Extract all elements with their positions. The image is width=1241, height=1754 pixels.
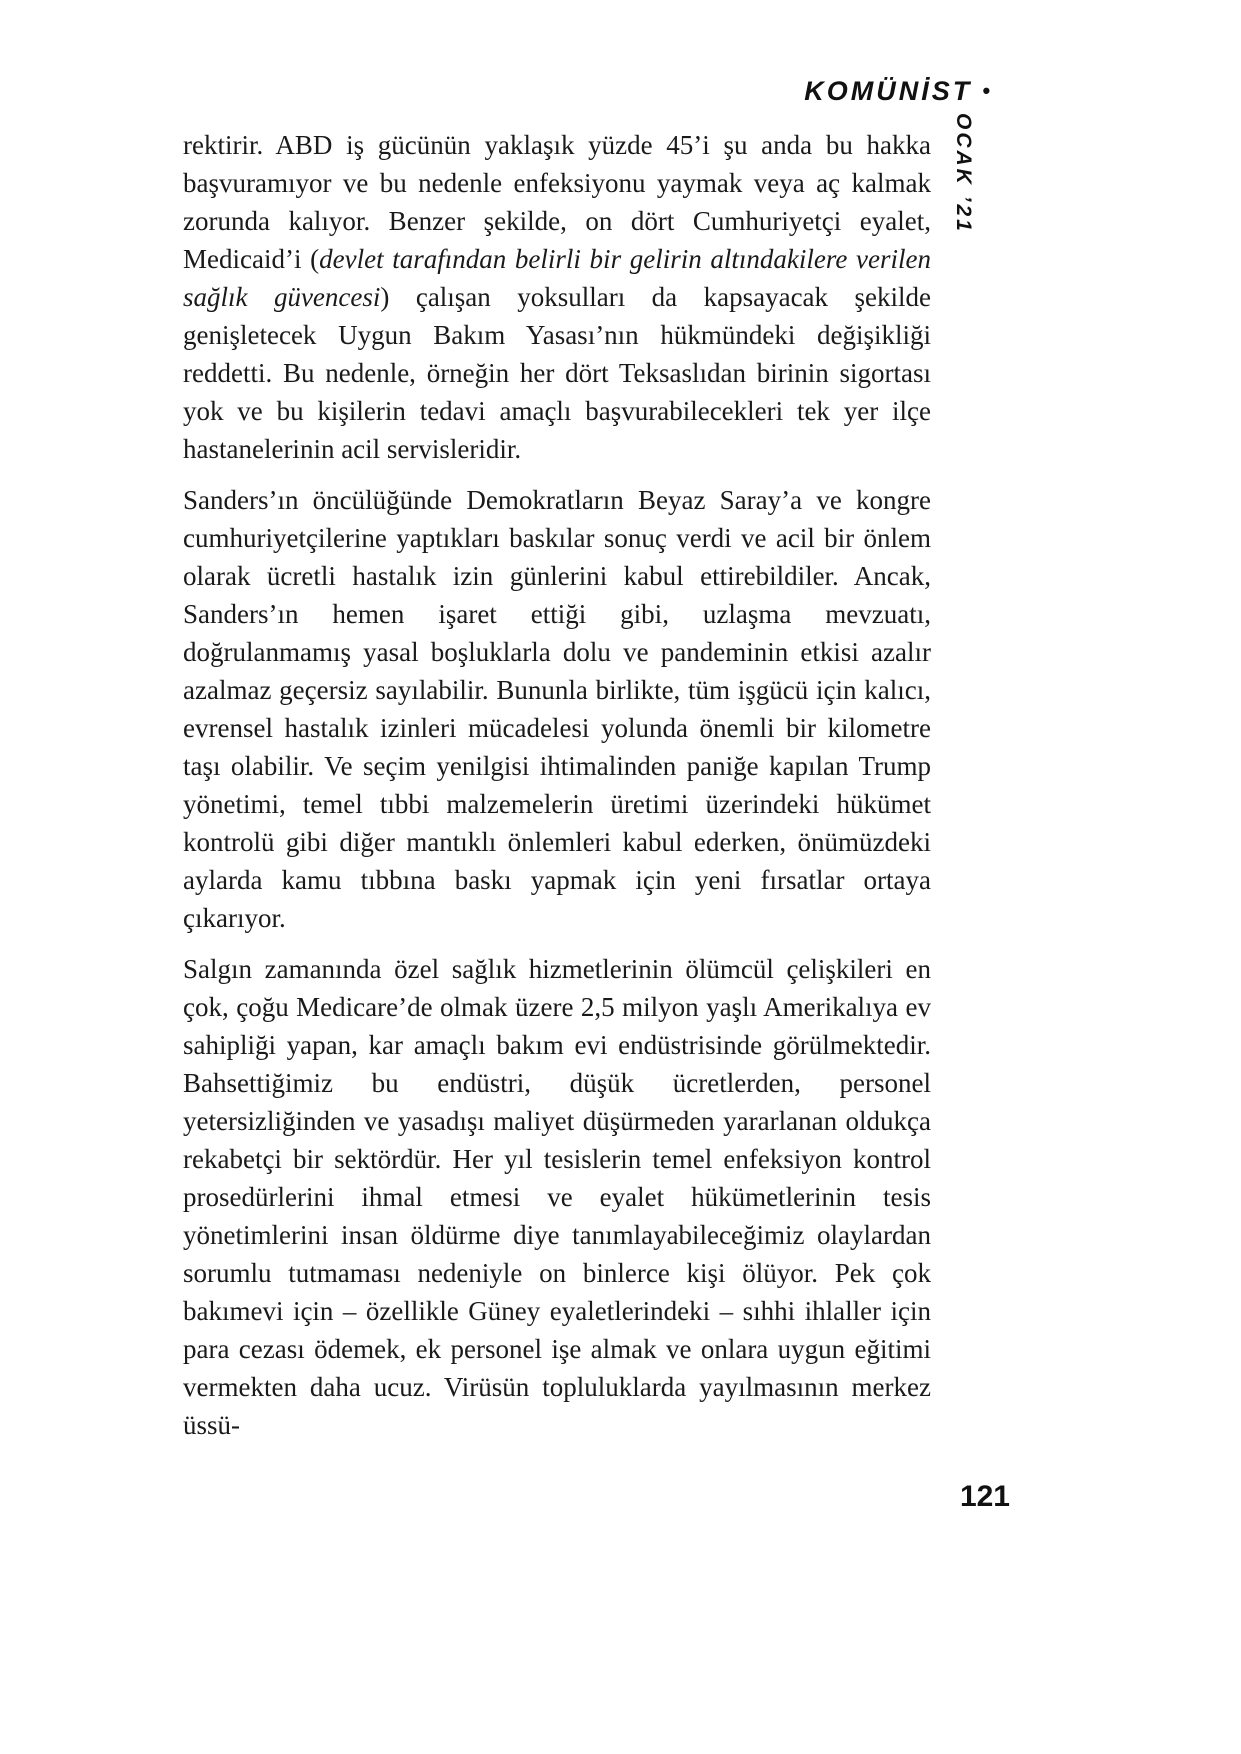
paragraph [183, 950, 931, 1444]
paragraph [183, 126, 931, 468]
header-bullet-icon: • [982, 78, 990, 103]
issue-label-vertical: OCAK ’21 [952, 113, 975, 234]
paragraph-segment: rektirir. ABD iş gücünün yaklaşık yüzde 45’i şu anda bu hakka başvuramıyor ve bu nedenle enfeksiyonu yaymak veya aç kalmak zorunda kalıyor. Benzer şekilde, on dört Cumhuriyetçi eyalet, Medicaid’i ( [183, 130, 931, 274]
page-number: 121 [959, 1480, 1010, 1513]
paragraph-segment-italic: devlet tarafından belirli bir gelirin altındakilere verilen sağlık güvencesi [183, 244, 931, 312]
running-header [804, 76, 990, 107]
paragraph-segment: Sanders’ın öncülüğünde Demokratların Beyaz Saray’a ve kongre cumhuriyetçilerine yaptıkları baskılar sonuç verdi ve acil bir önlem olarak ücretli hastalık izin günlerini kabul ettirebildiler. Ancak, Sanders’ın hemen işaret ettiği gibi, uzlaşma mevzuatı, doğrulanmamış yasal boşluklarla dolu ve pandeminin etkisi azalır azalmaz geçersiz sayılabilir. Bununla birlikte, tüm işgücü için kalıcı, evrensel hastalık izinleri mücadelesi yolunda önemli bir kilometre taşı olabilir. Ve seçim yenilgisi ihtimalinden paniğe kapılan Trump yönetimi, temel tıbbi malzemelerin üretimi üzerindeki hükümet kontrolü gibi diğer mantıklı önlemleri kabul ederken, önümüzdeki aylarda kamu tıbbına baskı yapmak için yeni fırsatlar ortaya çıkarıyor. [183, 485, 931, 933]
magazine-title: KOMÜNİST [804, 76, 973, 106]
paragraph-segment: Salgın zamanında özel sağlık hizmetlerinin ölümcül çelişkileri en çok, çoğu Medicare’de olmak üzere 2,5 milyon yaşlı Amerikalıya ev sahipliği yapan, kar amaçlı bakım evi endüstrisinde görülmektedir. Bahsettiğimiz bu endüstri, düşük ücretlerden, personel yetersizliğinden ve yasadışı maliyet düşürmeden yararlanan oldukça rekabetçi bir sektördür. Her yıl tesislerin temel enfeksiyon kontrol prosedürlerini ihmal etmesi ve eyalet hükümetlerinin tesis yönetimlerini insan öldürme diye tanımlayabileceğimiz olaylardan sorumlu tutmaması nedeniyle on binlerce kişi ölüyor. Pek çok bakımevi için – özellikle Güney eyaletlerindeki – sıhhi ihlaller için para cezası ödemek, ek personel işe almak ve onlara uygun eğitimi vermekten daha ucuz. Virüsün topluluklarda yayılmasının merkez üssü- [183, 954, 931, 1440]
body-text-column [183, 126, 931, 1444]
paragraph-segment: ) çalışan yoksulları da kapsayacak şekilde genişletecek Uygun Bakım Yasası’nın hükmündeki değişikliği reddetti. Bu nedenle, örneğin her dört Teksaslıdan birinin sigortası yok ve bu kişilerin tedavi amaçlı başvurabilecekleri tek yer ilçe hastanelerinin acil servisleridir. [183, 282, 931, 464]
paragraph [183, 481, 931, 937]
